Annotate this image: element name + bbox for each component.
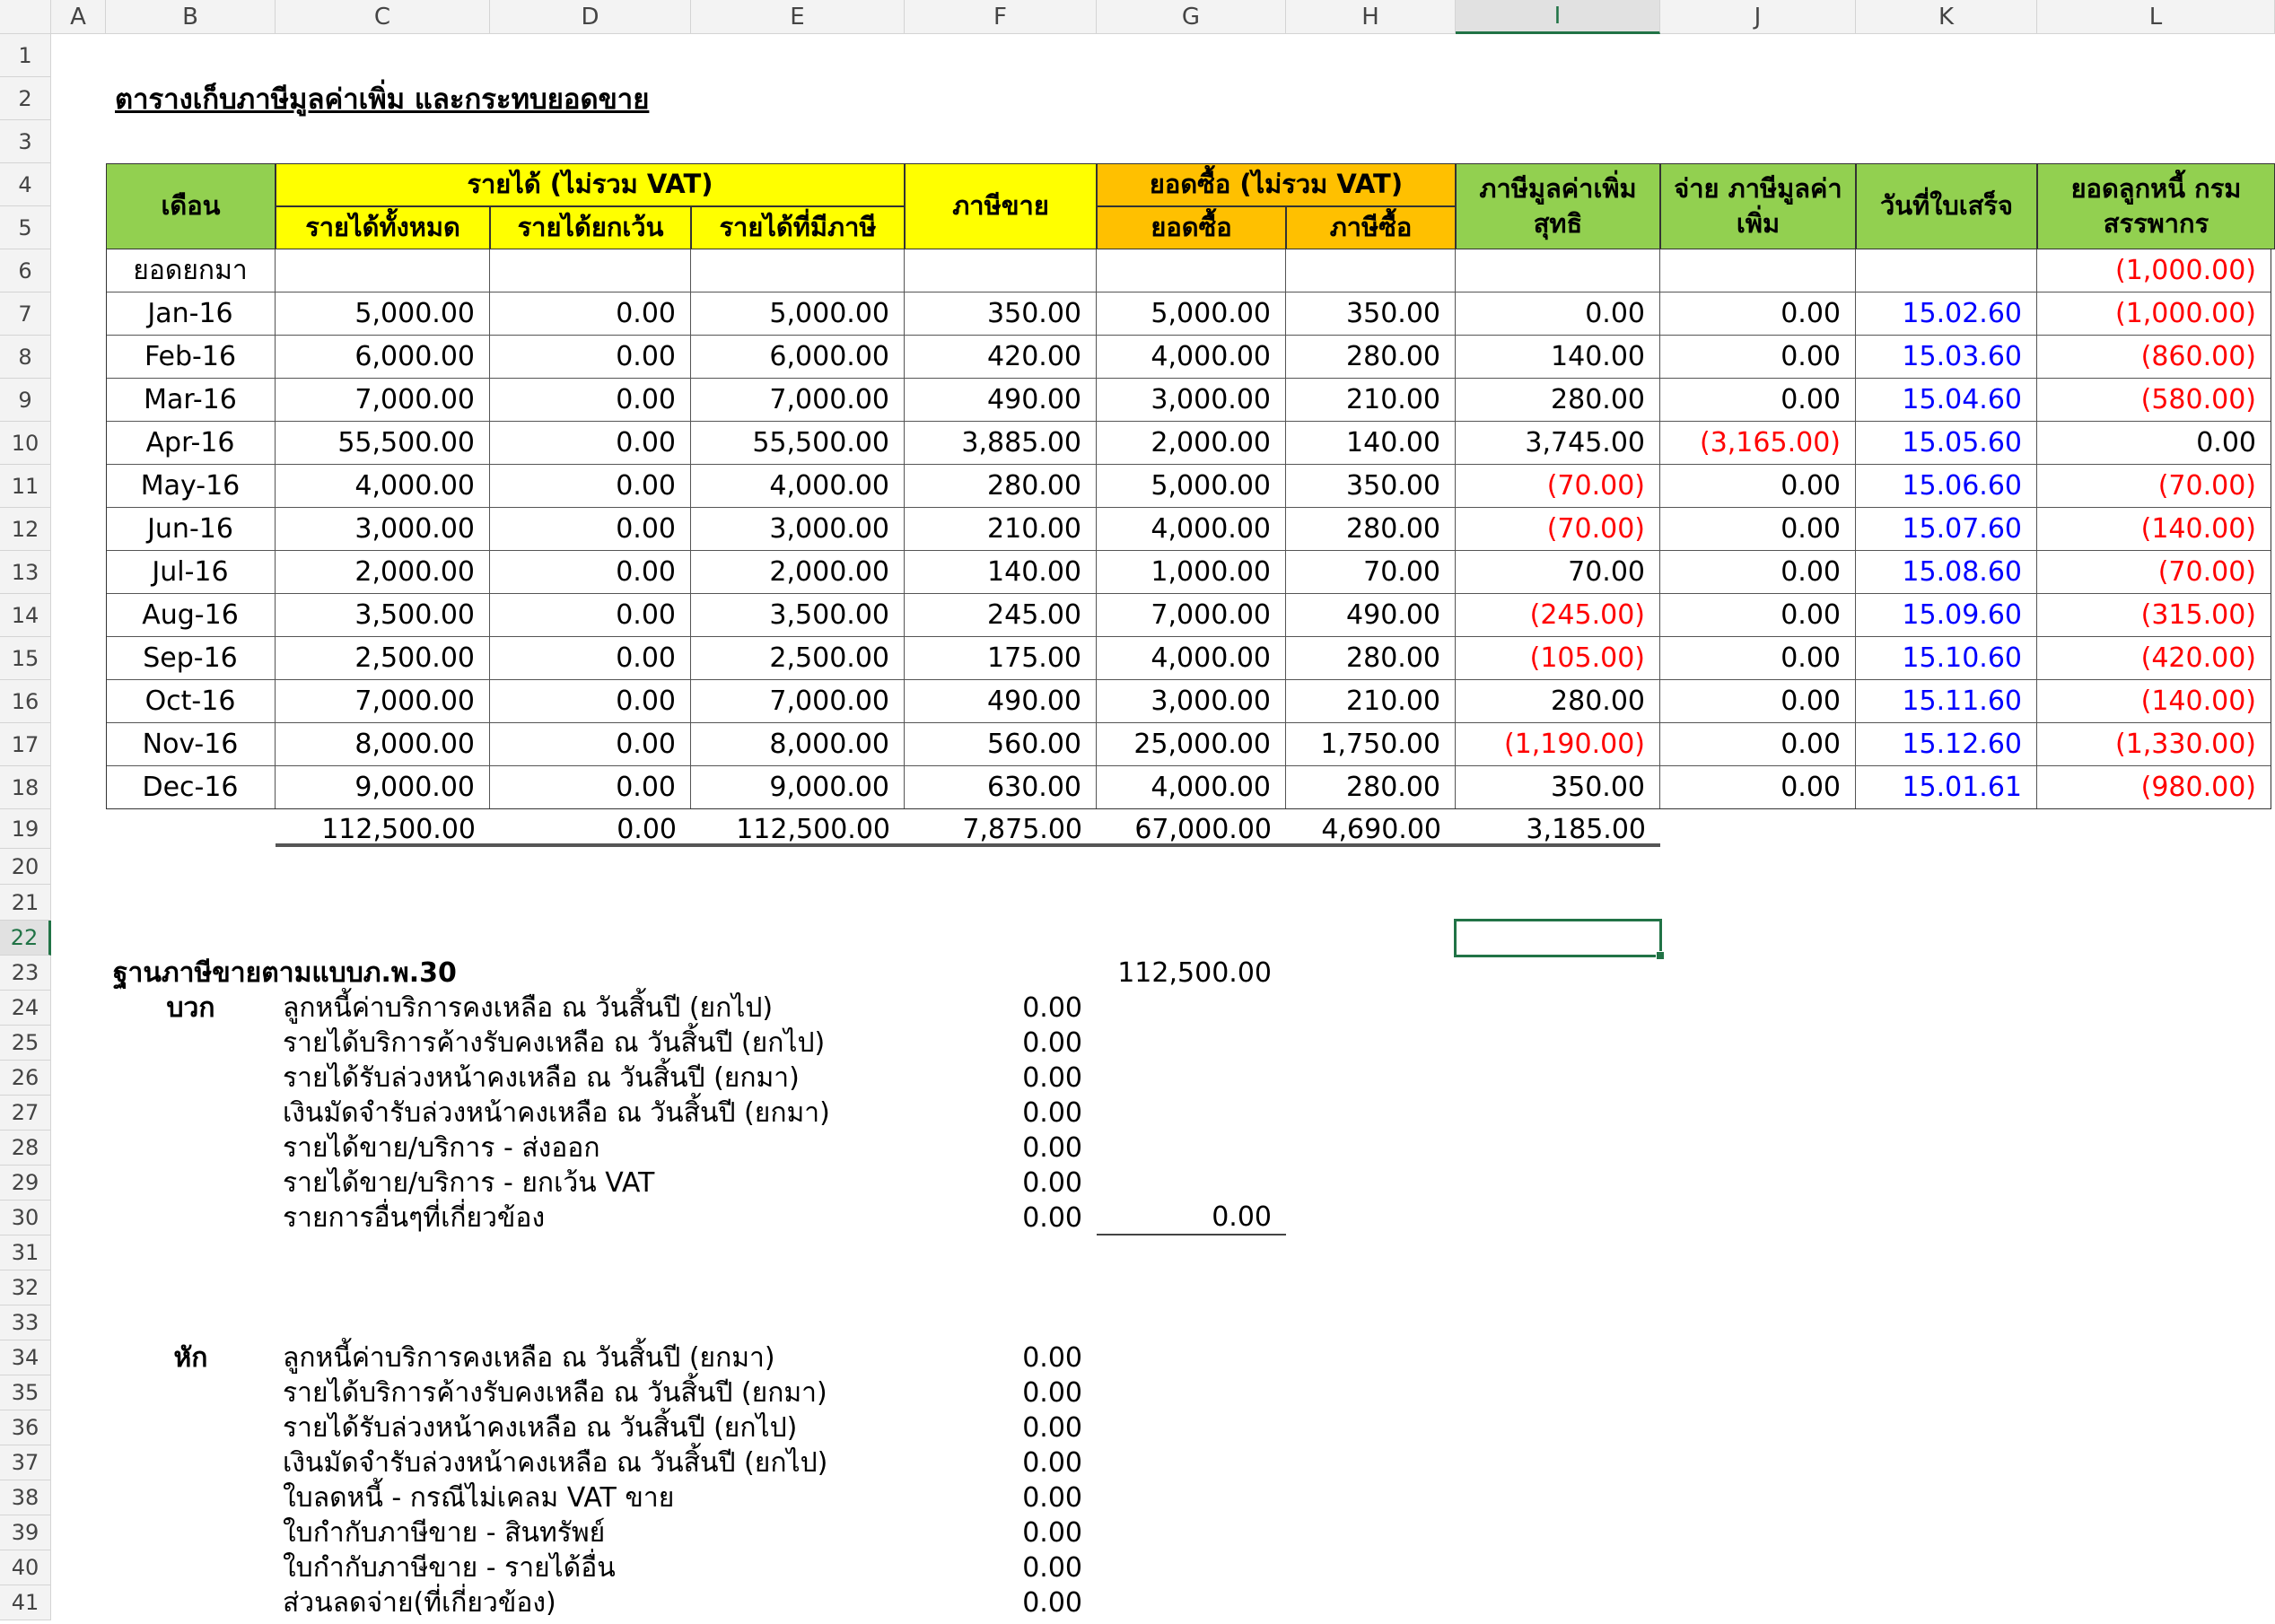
row-header-40[interactable]: 40 bbox=[0, 1550, 51, 1585]
rd-balance-cell[interactable]: (315.00) bbox=[2037, 594, 2271, 637]
month-cell[interactable]: Sep-16 bbox=[106, 637, 276, 680]
month-cell[interactable]: Jul-16 bbox=[106, 551, 276, 594]
header-rd-balance: ยอดลูกหนี้ กรมสรรพากร bbox=[2037, 163, 2275, 249]
recon-add-item-label: เงินมัดจำรับล่วงหน้าคงเหลือ ณ วันสิ้นปี (ยกมา) bbox=[283, 1097, 830, 1129]
row-header-34[interactable]: 34 bbox=[0, 1340, 51, 1375]
recon-less-item-value[interactable]: 0.00 bbox=[1022, 1517, 1082, 1549]
income-total-cell[interactable]: 2,000.00 bbox=[276, 551, 490, 594]
row-header-33[interactable]: 33 bbox=[0, 1305, 51, 1340]
purchase-cell[interactable]: 3,000.00 bbox=[1097, 680, 1286, 723]
rd-balance-cell[interactable]: (420.00) bbox=[2037, 637, 2271, 680]
output-vat-cell[interactable]: 350.00 bbox=[905, 292, 1097, 336]
row-header-26[interactable]: 26 bbox=[0, 1061, 51, 1096]
income-taxable-cell[interactable]: 5,000.00 bbox=[691, 292, 905, 336]
header-month: เดือน bbox=[106, 163, 276, 249]
month-cell[interactable]: Nov-16 bbox=[106, 723, 276, 766]
empty-cell[interactable] bbox=[1286, 249, 1456, 292]
output-vat-cell[interactable]: 210.00 bbox=[905, 508, 1097, 551]
income-taxable-cell[interactable]: 7,000.00 bbox=[691, 680, 905, 723]
net-vat-cell[interactable]: 350.00 bbox=[1456, 766, 1660, 809]
row-header-16[interactable]: 16 bbox=[0, 680, 51, 723]
row-header-25[interactable]: 25 bbox=[0, 1026, 51, 1061]
purchase-cell[interactable]: 5,000.00 bbox=[1097, 292, 1286, 336]
purchase-cell[interactable]: 7,000.00 bbox=[1097, 594, 1286, 637]
row-header-32[interactable]: 32 bbox=[0, 1270, 51, 1305]
income-exempt-cell[interactable]: 0.00 bbox=[490, 336, 691, 379]
row-header-5[interactable]: 5 bbox=[0, 206, 51, 249]
total-output[interactable]: 7,875.00 bbox=[962, 813, 1082, 845]
rd-balance-cell[interactable]: (860.00) bbox=[2037, 336, 2271, 379]
recon-less-item-value[interactable]: 0.00 bbox=[1022, 1482, 1082, 1514]
recon-less-item-label: ลูกหนี้ค่าบริการคงเหลือ ณ วันสิ้นปี (ยกมา) bbox=[283, 1342, 775, 1374]
input-vat-cell[interactable]: 490.00 bbox=[1286, 594, 1456, 637]
row-header-28[interactable]: 28 bbox=[0, 1131, 51, 1166]
income-total-cell[interactable]: 7,000.00 bbox=[276, 680, 490, 723]
total-exempt[interactable]: 0.00 bbox=[617, 813, 677, 845]
column-header-c[interactable]: C bbox=[276, 0, 490, 34]
income-exempt-cell[interactable]: 0.00 bbox=[490, 723, 691, 766]
header-output-vat: ภาษีขาย bbox=[905, 163, 1097, 249]
column-header-a[interactable]: A bbox=[51, 0, 106, 34]
brought-forward-balance[interactable]: (1,000.00) bbox=[2037, 249, 2271, 292]
net-vat-cell[interactable]: (70.00) bbox=[1456, 508, 1660, 551]
output-vat-cell[interactable]: 3,885.00 bbox=[905, 422, 1097, 465]
row-header-21[interactable]: 21 bbox=[0, 885, 51, 921]
output-vat-cell[interactable]: 560.00 bbox=[905, 723, 1097, 766]
month-cell[interactable]: Feb-16 bbox=[106, 336, 276, 379]
income-total-cell[interactable]: 4,000.00 bbox=[276, 465, 490, 508]
vat-paid-cell[interactable]: 0.00 bbox=[1660, 551, 1856, 594]
recon-add-item-value[interactable]: 0.00 bbox=[1022, 1132, 1082, 1164]
net-vat-cell[interactable]: 140.00 bbox=[1456, 336, 1660, 379]
rd-balance-cell[interactable]: (140.00) bbox=[2037, 680, 2271, 723]
recon-add-item-label: รายได้บริการค้างรับคงเหลือ ณ วันสิ้นปี (ยกไป) bbox=[283, 1027, 826, 1059]
sheet-title: ตารางเก็บภาษีมูลค่าเพิ่ม และกระทบยอดขาย bbox=[115, 83, 650, 116]
recon-less-item-label: ใบลดหนี้ - กรณีไม่เคลม VAT ขาย bbox=[283, 1482, 675, 1514]
row-header-4[interactable]: 4 bbox=[0, 163, 51, 206]
recon-add-item-value[interactable]: 0.00 bbox=[1022, 1097, 1082, 1129]
output-vat-cell[interactable]: 630.00 bbox=[905, 766, 1097, 809]
column-header-d[interactable]: D bbox=[490, 0, 691, 34]
totals-double-underline bbox=[276, 843, 1660, 847]
row-header-11[interactable]: 11 bbox=[0, 465, 51, 508]
empty-cell[interactable] bbox=[905, 249, 1097, 292]
income-exempt-cell[interactable]: 0.00 bbox=[490, 680, 691, 723]
income-exempt-cell[interactable]: 0.00 bbox=[490, 292, 691, 336]
row-header-37[interactable]: 37 bbox=[0, 1445, 51, 1480]
recon-add-label: บวก bbox=[166, 992, 215, 1024]
income-total-cell[interactable]: 3,000.00 bbox=[276, 508, 490, 551]
recon-less-item-label: ใบกำกับภาษีขาย - รายได้อื่น bbox=[283, 1552, 616, 1584]
receipt-date-cell[interactable]: 15.07.60 bbox=[1856, 508, 2037, 551]
recon-less-item-label: ส่วนลดจ่าย(ที่เกี่ยวข้อง) bbox=[283, 1587, 556, 1619]
empty-cell[interactable] bbox=[490, 249, 691, 292]
row-header-6[interactable]: 6 bbox=[0, 249, 51, 292]
income-taxable-cell[interactable]: 6,000.00 bbox=[691, 336, 905, 379]
output-vat-cell[interactable]: 140.00 bbox=[905, 551, 1097, 594]
vat-paid-cell[interactable]: 0.00 bbox=[1660, 766, 1856, 809]
recon-less-item-label: เงินมัดจำรับล่วงหน้าคงเหลือ ณ วันสิ้นปี (ยกไป) bbox=[283, 1447, 828, 1479]
row-header-27[interactable]: 27 bbox=[0, 1096, 51, 1131]
header-income-exempt: รายได้ยกเว้น bbox=[490, 206, 691, 249]
recon-less-item-value[interactable]: 0.00 bbox=[1022, 1552, 1082, 1584]
column-header-j[interactable]: J bbox=[1660, 0, 1856, 34]
income-taxable-cell[interactable]: 9,000.00 bbox=[691, 766, 905, 809]
purchase-cell[interactable]: 3,000.00 bbox=[1097, 379, 1286, 422]
receipt-date-cell[interactable]: 15.04.60 bbox=[1856, 379, 2037, 422]
total-net[interactable]: 3,185.00 bbox=[1526, 813, 1646, 845]
receipt-date-cell[interactable]: 15.08.60 bbox=[1856, 551, 2037, 594]
rd-balance-cell[interactable]: 0.00 bbox=[2037, 422, 2271, 465]
input-vat-cell[interactable]: 210.00 bbox=[1286, 379, 1456, 422]
total-total[interactable]: 112,500.00 bbox=[321, 813, 476, 845]
vat-paid-cell[interactable]: 0.00 bbox=[1660, 508, 1856, 551]
header-net-vat: ภาษีมูลค่าเพิ่ม สุทธิ bbox=[1456, 163, 1660, 249]
total-purchase[interactable]: 67,000.00 bbox=[1134, 813, 1272, 845]
recon-heading-value[interactable]: 112,500.00 bbox=[1117, 957, 1272, 989]
month-cell[interactable]: Aug-16 bbox=[106, 594, 276, 637]
recon-add-item-label: รายได้รับล่วงหน้าคงเหลือ ณ วันสิ้นปี (ยกมา) bbox=[283, 1062, 800, 1094]
row-header-13[interactable]: 13 bbox=[0, 551, 51, 594]
vat-paid-cell[interactable]: 0.00 bbox=[1660, 594, 1856, 637]
recon-less-item-label: ใบกำกับภาษีขาย - สินทรัพย์ bbox=[283, 1517, 606, 1549]
total-input[interactable]: 4,690.00 bbox=[1321, 813, 1441, 845]
empty-cell[interactable] bbox=[1856, 249, 2037, 292]
input-vat-cell[interactable]: 210.00 bbox=[1286, 680, 1456, 723]
net-vat-cell[interactable]: 3,745.00 bbox=[1456, 422, 1660, 465]
income-taxable-cell[interactable]: 2,000.00 bbox=[691, 551, 905, 594]
income-exempt-cell[interactable]: 0.00 bbox=[490, 508, 691, 551]
vat-paid-cell[interactable]: 0.00 bbox=[1660, 465, 1856, 508]
recon-less-item-value[interactable]: 0.00 bbox=[1022, 1412, 1082, 1444]
vat-paid-cell[interactable]: 0.00 bbox=[1660, 336, 1856, 379]
select-all-corner[interactable] bbox=[0, 0, 51, 34]
rd-balance-cell[interactable]: (70.00) bbox=[2037, 465, 2271, 508]
active-cell-i22[interactable] bbox=[1454, 919, 1662, 957]
purchase-cell[interactable]: 2,000.00 bbox=[1097, 422, 1286, 465]
fill-handle[interactable] bbox=[1656, 951, 1665, 960]
column-header-b[interactable]: B bbox=[106, 0, 276, 34]
column-header-k[interactable]: K bbox=[1856, 0, 2037, 34]
empty-cell[interactable] bbox=[691, 249, 905, 292]
recon-add-item-value[interactable]: 0.00 bbox=[1022, 992, 1082, 1024]
row-header-15[interactable]: 15 bbox=[0, 637, 51, 680]
header-receipt-date: วันที่ใบเสร็จ bbox=[1856, 163, 2037, 249]
row-header-23[interactable]: 23 bbox=[0, 956, 51, 991]
input-vat-cell[interactable]: 350.00 bbox=[1286, 292, 1456, 336]
income-exempt-cell[interactable]: 0.00 bbox=[490, 594, 691, 637]
rd-balance-cell[interactable]: (1,330.00) bbox=[2037, 723, 2271, 766]
income-total-cell[interactable]: 2,500.00 bbox=[276, 637, 490, 680]
recon-less-label: หัก bbox=[173, 1342, 208, 1374]
income-total-cell[interactable]: 3,500.00 bbox=[276, 594, 490, 637]
empty-cell[interactable] bbox=[1097, 249, 1286, 292]
recon-heading: ฐานภาษีขายตามแบบภ.พ.30 bbox=[113, 957, 457, 989]
net-vat-cell[interactable]: 70.00 bbox=[1456, 551, 1660, 594]
income-taxable-cell[interactable]: 8,000.00 bbox=[691, 723, 905, 766]
month-cell[interactable]: Dec-16 bbox=[106, 766, 276, 809]
recon-less-item-value[interactable]: 0.00 bbox=[1022, 1377, 1082, 1409]
brought-forward-label[interactable]: ยอดยกมา bbox=[106, 249, 276, 292]
rd-balance-cell[interactable]: (1,000.00) bbox=[2037, 292, 2271, 336]
purchase-cell[interactable]: 4,000.00 bbox=[1097, 766, 1286, 809]
income-total-cell[interactable]: 6,000.00 bbox=[276, 336, 490, 379]
output-vat-cell[interactable]: 175.00 bbox=[905, 637, 1097, 680]
row-header-14[interactable]: 14 bbox=[0, 594, 51, 637]
month-cell[interactable]: Jan-16 bbox=[106, 292, 276, 336]
income-taxable-cell[interactable]: 3,000.00 bbox=[691, 508, 905, 551]
month-cell[interactable]: May-16 bbox=[106, 465, 276, 508]
purchase-cell[interactable]: 4,000.00 bbox=[1097, 336, 1286, 379]
row-header-9[interactable]: 9 bbox=[0, 379, 51, 422]
net-vat-cell[interactable]: 0.00 bbox=[1456, 292, 1660, 336]
income-total-cell[interactable]: 9,000.00 bbox=[276, 766, 490, 809]
empty-cell[interactable] bbox=[1660, 249, 1856, 292]
purchase-cell[interactable]: 1,000.00 bbox=[1097, 551, 1286, 594]
income-taxable-cell[interactable]: 7,000.00 bbox=[691, 379, 905, 422]
income-exempt-cell[interactable]: 0.00 bbox=[490, 379, 691, 422]
column-header-h[interactable]: H bbox=[1286, 0, 1456, 34]
rd-balance-cell[interactable]: (580.00) bbox=[2037, 379, 2271, 422]
row-header-38[interactable]: 38 bbox=[0, 1480, 51, 1515]
header-input-vat: ภาษีซื้อ bbox=[1286, 206, 1456, 249]
income-total-cell[interactable]: 8,000.00 bbox=[276, 723, 490, 766]
input-vat-cell[interactable]: 280.00 bbox=[1286, 766, 1456, 809]
output-vat-cell[interactable]: 245.00 bbox=[905, 594, 1097, 637]
row-header-24[interactable]: 24 bbox=[0, 991, 51, 1026]
net-vat-cell[interactable]: 280.00 bbox=[1456, 680, 1660, 723]
row-header-3[interactable]: 3 bbox=[0, 120, 51, 163]
row-header-30[interactable]: 30 bbox=[0, 1201, 51, 1235]
rd-balance-cell[interactable]: (140.00) bbox=[2037, 508, 2271, 551]
input-vat-cell[interactable]: 280.00 bbox=[1286, 336, 1456, 379]
input-vat-cell[interactable]: 280.00 bbox=[1286, 508, 1456, 551]
recon-add-item-value[interactable]: 0.00 bbox=[1022, 1027, 1082, 1059]
income-total-cell[interactable]: 55,500.00 bbox=[276, 422, 490, 465]
row-header-41[interactable]: 41 bbox=[0, 1585, 51, 1620]
row-header-1[interactable]: 1 bbox=[0, 34, 51, 77]
output-vat-cell[interactable]: 420.00 bbox=[905, 336, 1097, 379]
recon-less-item-value[interactable]: 0.00 bbox=[1022, 1587, 1082, 1619]
empty-cell[interactable] bbox=[276, 249, 490, 292]
income-exempt-cell[interactable]: 0.00 bbox=[490, 766, 691, 809]
vat-paid-cell[interactable]: 0.00 bbox=[1660, 379, 1856, 422]
row-header-31[interactable]: 31 bbox=[0, 1235, 51, 1270]
row-header-22[interactable]: 22 bbox=[0, 921, 51, 956]
receipt-date-cell[interactable]: 15.05.60 bbox=[1856, 422, 2037, 465]
row-header-36[interactable]: 36 bbox=[0, 1410, 51, 1445]
net-vat-cell[interactable]: (70.00) bbox=[1456, 465, 1660, 508]
receipt-date-cell[interactable]: 15.11.60 bbox=[1856, 680, 2037, 723]
recon-add-item-value[interactable]: 0.00 bbox=[1022, 1167, 1082, 1199]
header-income-taxable: รายได้ที่มีภาษี bbox=[691, 206, 905, 249]
row-header-17[interactable]: 17 bbox=[0, 723, 51, 766]
receipt-date-cell[interactable]: 15.10.60 bbox=[1856, 637, 2037, 680]
header-purchase-amount: ยอดซื้อ bbox=[1097, 206, 1286, 249]
input-vat-cell[interactable]: 70.00 bbox=[1286, 551, 1456, 594]
vat-paid-cell[interactable]: 0.00 bbox=[1660, 723, 1856, 766]
header-income-group: รายได้ (ไม่รวม VAT) bbox=[276, 163, 905, 206]
vat-paid-cell[interactable]: 0.00 bbox=[1660, 637, 1856, 680]
receipt-date-cell[interactable]: 15.02.60 bbox=[1856, 292, 2037, 336]
net-vat-cell[interactable]: (105.00) bbox=[1456, 637, 1660, 680]
rd-balance-cell[interactable]: (980.00) bbox=[2037, 766, 2271, 809]
recon-add-item-label: รายการอื่นๆที่เกี่ยวข้อง bbox=[283, 1202, 546, 1234]
net-vat-cell[interactable]: (1,190.00) bbox=[1456, 723, 1660, 766]
receipt-date-cell[interactable]: 15.03.60 bbox=[1856, 336, 2037, 379]
purchase-cell[interactable]: 5,000.00 bbox=[1097, 465, 1286, 508]
receipt-date-cell[interactable]: 15.12.60 bbox=[1856, 723, 2037, 766]
input-vat-cell[interactable]: 140.00 bbox=[1286, 422, 1456, 465]
month-cell[interactable]: Mar-16 bbox=[106, 379, 276, 422]
row-header-18[interactable]: 18 bbox=[0, 766, 51, 809]
row-header-39[interactable]: 39 bbox=[0, 1515, 51, 1550]
column-header-f[interactable]: F bbox=[905, 0, 1097, 34]
row-header-2[interactable]: 2 bbox=[0, 77, 51, 120]
row-header-12[interactable]: 12 bbox=[0, 508, 51, 551]
income-exempt-cell[interactable]: 0.00 bbox=[490, 465, 691, 508]
row-header-7[interactable]: 7 bbox=[0, 292, 51, 336]
header-income-total: รายได้ทั้งหมด bbox=[276, 206, 490, 249]
vat-paid-cell[interactable]: (3,165.00) bbox=[1660, 422, 1856, 465]
net-vat-cell[interactable]: 280.00 bbox=[1456, 379, 1660, 422]
total-taxable[interactable]: 112,500.00 bbox=[736, 813, 890, 845]
receipt-date-cell[interactable]: 15.01.61 bbox=[1856, 766, 2037, 809]
receipt-date-cell[interactable]: 15.06.60 bbox=[1856, 465, 2037, 508]
recon-add-item-value[interactable]: 0.00 bbox=[1022, 1202, 1082, 1234]
month-cell[interactable]: Apr-16 bbox=[106, 422, 276, 465]
vat-paid-cell[interactable]: 0.00 bbox=[1660, 292, 1856, 336]
income-taxable-cell[interactable]: 3,500.00 bbox=[691, 594, 905, 637]
recon-less-item-value[interactable]: 0.00 bbox=[1022, 1447, 1082, 1479]
recon-less-item-label: รายได้บริการค้างรับคงเหลือ ณ วันสิ้นปี (ยกมา) bbox=[283, 1377, 827, 1409]
income-taxable-cell[interactable]: 55,500.00 bbox=[691, 422, 905, 465]
column-header-l[interactable]: L bbox=[2037, 0, 2275, 34]
input-vat-cell[interactable]: 1,750.00 bbox=[1286, 723, 1456, 766]
recon-less-item-value[interactable]: 0.00 bbox=[1022, 1342, 1082, 1374]
empty-cell[interactable] bbox=[1456, 249, 1660, 292]
receipt-date-cell[interactable]: 15.09.60 bbox=[1856, 594, 2037, 637]
recon-add-item-label: ลูกหนี้ค่าบริการคงเหลือ ณ วันสิ้นปี (ยกไป) bbox=[283, 992, 774, 1024]
purchase-cell[interactable]: 4,000.00 bbox=[1097, 637, 1286, 680]
recon-add-subtotal[interactable]: 0.00 bbox=[1097, 1201, 1286, 1235]
net-vat-cell[interactable]: (245.00) bbox=[1456, 594, 1660, 637]
month-cell[interactable]: Oct-16 bbox=[106, 680, 276, 723]
recon-add-item-label: รายได้ขาย/บริการ - ส่งออก bbox=[283, 1132, 600, 1164]
row-header-19[interactable]: 19 bbox=[0, 809, 51, 849]
income-taxable-cell[interactable]: 2,500.00 bbox=[691, 637, 905, 680]
purchase-cell[interactable]: 4,000.00 bbox=[1097, 508, 1286, 551]
input-vat-cell[interactable]: 350.00 bbox=[1286, 465, 1456, 508]
recon-add-item-label: รายได้ขาย/บริการ - ยกเว้น VAT bbox=[283, 1167, 655, 1199]
output-vat-cell[interactable]: 490.00 bbox=[905, 680, 1097, 723]
rd-balance-cell[interactable]: (70.00) bbox=[2037, 551, 2271, 594]
column-header-g[interactable]: G bbox=[1097, 0, 1286, 34]
recon-less-item-label: รายได้รับล่วงหน้าคงเหลือ ณ วันสิ้นปี (ยกไป) bbox=[283, 1412, 798, 1444]
header-purchase-group: ยอดซื้อ (ไม่รวม VAT) bbox=[1097, 163, 1456, 206]
purchase-cell[interactable]: 25,000.00 bbox=[1097, 723, 1286, 766]
column-header-i[interactable]: I bbox=[1456, 0, 1660, 34]
row-header-10[interactable]: 10 bbox=[0, 422, 51, 465]
column-header-e[interactable]: E bbox=[691, 0, 905, 34]
income-exempt-cell[interactable]: 0.00 bbox=[490, 422, 691, 465]
income-exempt-cell[interactable]: 0.00 bbox=[490, 637, 691, 680]
vat-paid-cell[interactable]: 0.00 bbox=[1660, 680, 1856, 723]
header-vat-paid: จ่าย ภาษีมูลค่าเพิ่ม bbox=[1660, 163, 1856, 249]
income-taxable-cell[interactable]: 4,000.00 bbox=[691, 465, 905, 508]
month-cell[interactable]: Jun-16 bbox=[106, 508, 276, 551]
income-total-cell[interactable]: 5,000.00 bbox=[276, 292, 490, 336]
output-vat-cell[interactable]: 280.00 bbox=[905, 465, 1097, 508]
output-vat-cell[interactable]: 490.00 bbox=[905, 379, 1097, 422]
row-header-29[interactable]: 29 bbox=[0, 1166, 51, 1201]
income-exempt-cell[interactable]: 0.00 bbox=[490, 551, 691, 594]
row-header-8[interactable]: 8 bbox=[0, 336, 51, 379]
row-header-35[interactable]: 35 bbox=[0, 1375, 51, 1410]
income-total-cell[interactable]: 7,000.00 bbox=[276, 379, 490, 422]
recon-add-item-value[interactable]: 0.00 bbox=[1022, 1062, 1082, 1094]
input-vat-cell[interactable]: 280.00 bbox=[1286, 637, 1456, 680]
row-header-20[interactable]: 20 bbox=[0, 849, 51, 885]
